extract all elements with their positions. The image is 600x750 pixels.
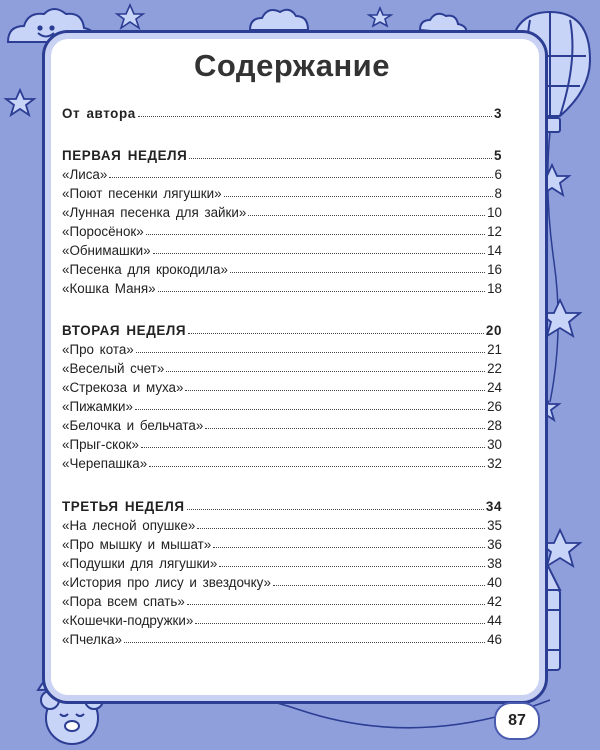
- dot-leader: [138, 116, 492, 117]
- toc-entry-title: «Лиса»: [62, 167, 108, 182]
- toc-entry-title: «Кошечки-подружки»: [62, 613, 194, 628]
- toc-page-number: 36: [487, 537, 502, 552]
- dot-leader: [224, 196, 493, 197]
- toc-entry-title: «Обнимашки»: [62, 243, 151, 258]
- dot-leader: [136, 352, 485, 353]
- toc-entry-title: «Пижамки»: [62, 399, 133, 414]
- dot-leader: [158, 291, 485, 292]
- toc-entry-title: «Черепашка»: [62, 456, 148, 471]
- dot-leader: [149, 466, 485, 467]
- dot-leader: [187, 604, 485, 605]
- toc-entry[interactable]: [62, 451, 502, 471]
- page-title: Содержание: [194, 48, 390, 83]
- toc-entry-title: «Лунная песенка для зайки»: [62, 205, 247, 220]
- toc-entry[interactable]: [62, 413, 502, 433]
- toc-entry-title: ПЕРВАЯ НЕДЕЛЯ: [62, 148, 188, 163]
- toc-section-heading[interactable]: [62, 494, 502, 514]
- toc-entry[interactable]: [62, 238, 502, 258]
- toc-entry[interactable]: [62, 257, 502, 277]
- cloud-icon: [250, 10, 308, 30]
- toc-entry-title: «Белочка и бельчата»: [62, 418, 204, 433]
- toc-page-number: 6: [494, 167, 502, 182]
- toc-entry[interactable]: [62, 513, 502, 533]
- toc-page-number: 16: [487, 262, 502, 277]
- toc-entry-title: «Песенка для крокодила»: [62, 262, 228, 277]
- toc-entry-title: «Пчелка»: [62, 632, 122, 647]
- toc-page-number: 21: [487, 342, 502, 357]
- dot-leader: [205, 428, 485, 429]
- toc-entry-title: «Про кота»: [62, 342, 134, 357]
- toc-page-number: 20: [485, 323, 502, 338]
- dot-leader: [141, 447, 485, 448]
- dot-leader: [230, 272, 485, 273]
- toc-page-number: 42: [487, 594, 502, 609]
- toc-entry-title: «Стрекоза и муха»: [62, 380, 184, 395]
- toc-entry-title: «История про лису и звездочку»: [62, 575, 271, 590]
- dot-leader: [185, 390, 485, 391]
- toc-entry[interactable]: [62, 432, 502, 452]
- toc-entry[interactable]: [62, 532, 502, 552]
- dot-leader: [124, 642, 485, 643]
- dot-leader: [153, 253, 486, 254]
- toc-page-number: 24: [487, 380, 502, 395]
- toc-entry[interactable]: [62, 375, 502, 395]
- page-number-badge: 87: [494, 702, 540, 740]
- dot-leader: [248, 215, 485, 216]
- dot-leader: [195, 623, 485, 624]
- dot-leader: [187, 509, 484, 510]
- toc-page-number: 46: [487, 632, 502, 647]
- toc-entry-title: «Прыг-скок»: [62, 437, 139, 452]
- toc-entry[interactable]: [62, 219, 502, 239]
- dot-leader: [109, 177, 492, 178]
- toc-author-row[interactable]: [62, 101, 502, 121]
- toc-entry[interactable]: [62, 551, 502, 571]
- toc-page-number: 26: [487, 399, 502, 414]
- dot-leader: [135, 409, 485, 410]
- toc-entry[interactable]: [62, 608, 502, 628]
- toc-page-number: 22: [487, 361, 502, 376]
- toc-entry[interactable]: [62, 276, 502, 296]
- toc-entry[interactable]: [62, 394, 502, 414]
- toc-entry-title: ТРЕТЬЯ НЕДЕЛЯ: [62, 499, 185, 514]
- dot-leader: [197, 528, 485, 529]
- toc-entry-title: ВТОРАЯ НЕДЕЛЯ: [62, 323, 187, 338]
- toc-entry[interactable]: [62, 337, 502, 357]
- dot-leader: [273, 585, 485, 586]
- toc-page-number: 34: [485, 499, 502, 514]
- dot-leader: [166, 371, 485, 372]
- toc-entry-title: «Кошка Маня»: [62, 281, 156, 296]
- toc-page-number: 12: [487, 224, 502, 239]
- toc-page-number: 28: [487, 418, 502, 433]
- toc-entry[interactable]: [62, 356, 502, 376]
- toc-entry-title: «Пора всем спать»: [62, 594, 185, 609]
- toc-entry[interactable]: [62, 181, 502, 201]
- toc-page-number: 3: [493, 106, 502, 121]
- toc-page-number: 35: [487, 518, 502, 533]
- toc-entry[interactable]: [62, 627, 502, 647]
- toc-entry-title: «Веселый счет»: [62, 361, 165, 376]
- toc-entry-title: От автора: [62, 106, 136, 121]
- dot-leader: [188, 333, 484, 334]
- toc-page-number: 5: [493, 148, 502, 163]
- dot-leader: [219, 566, 485, 567]
- toc-section-heading[interactable]: [62, 318, 502, 338]
- toc-page-number: 10: [487, 205, 502, 220]
- toc-entry-title: «Про мышку и мышат»: [62, 537, 212, 552]
- toc-page-number: 44: [487, 613, 502, 628]
- toc-entry[interactable]: [62, 200, 502, 220]
- toc-page-number: 14: [487, 243, 502, 258]
- toc-page-number: 32: [487, 456, 502, 471]
- toc-entry[interactable]: [62, 162, 502, 182]
- toc-entry-title: «Поют песенки лягушки»: [62, 186, 222, 201]
- dot-leader: [146, 234, 485, 235]
- dot-leader: [213, 547, 485, 548]
- toc-page-number: 38: [487, 556, 502, 571]
- toc-section-heading[interactable]: [62, 143, 502, 163]
- toc-entry-title: «На лесной опушке»: [62, 518, 196, 533]
- toc-entry[interactable]: [62, 589, 502, 609]
- toc-page-number: 8: [494, 186, 502, 201]
- toc-entry-title: «Подушки для лягушки»: [62, 556, 218, 571]
- toc-page-number: 30: [487, 437, 502, 452]
- toc-entry[interactable]: [62, 570, 502, 590]
- toc-page-number: 40: [487, 575, 502, 590]
- dot-leader: [189, 158, 492, 159]
- toc-entry-title: «Поросёнок»: [62, 224, 144, 239]
- toc-page-number: 18: [487, 281, 502, 296]
